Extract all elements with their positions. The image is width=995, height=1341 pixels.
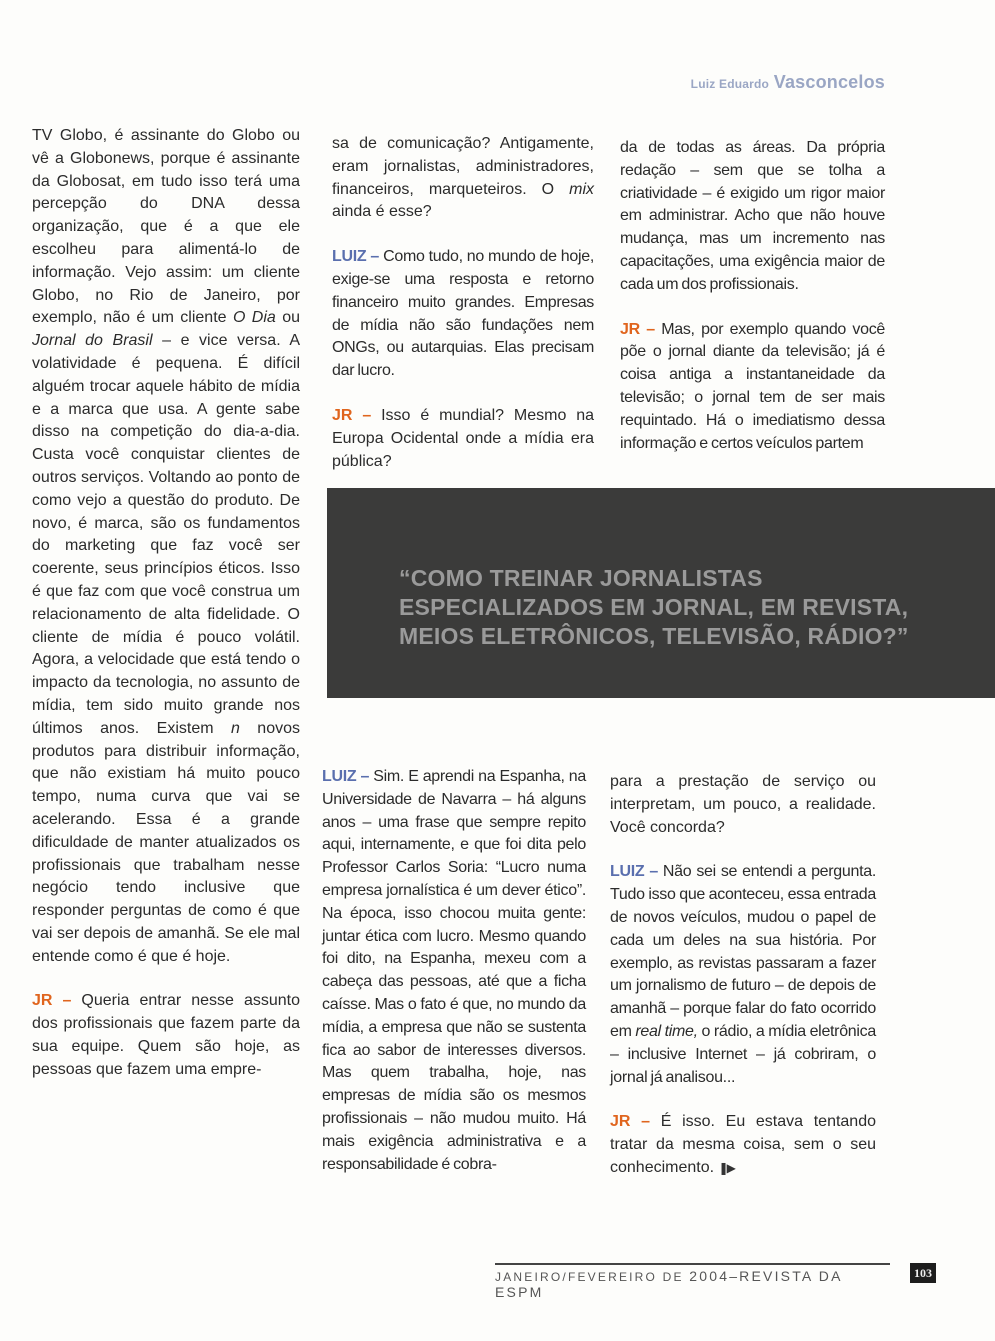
speaker-label: LUIZ – [610,863,658,881]
paragraph: da de todas as áreas. Da própria redação – sem que se tolha a criatividade – é exigido um rigor maior em administrar. Acho que não houve mudança, mas um incremento nas capacitações, uma exigência maior de cada um dos profissionais. [620,139,885,293]
column-4 [322,766,586,1176]
paragraph: LUIZ – Não sei se entendi a pergunta. Tudo isso que aconteceu, essa entrada de novos veículos, mudou o papel de cada um deles na sua história. Por exemplo, as revistas passaram a fazer um jornalismo de futuro – de depois de amanhã – porque falar do fato ocorrido em real time, o rádio, a mídia eletrônica – inclusive Internet – já cobriram, o jornal já analisou... [610,863,876,1086]
column-2 [332,133,594,473]
paragraph: sa de comunicação? Antigamente, eram jornalistas, administradores, financeiros, marqueteiros. O mix ainda é esse? [332,135,594,221]
column-3 [620,137,885,455]
paragraph: para a prestação de serviço ou interpretam, um pouco, a realidade. Você concorda? [610,773,876,836]
page-footer [495,1263,890,1300]
column-5 [610,771,876,1180]
speaker-label: JR – [620,320,655,338]
column-1 [32,125,300,1082]
paragraph: JR – Mas, por exemplo quando você põe o jornal diante da televisão; já é coisa antiga a instantaneidade da televisão; o jornal tem de ser mais requintado. Há o imediatismo dessa informação e certos veículos partem [620,320,886,452]
author-first-name: Luiz Eduardo [690,77,770,91]
speaker-label: LUIZ – [322,768,370,785]
speaker-label: JR – [332,406,372,424]
footer-date: JANEIRO/FEVEREIRO DE [495,1270,684,1284]
paragraph: TV Globo, é assinante do Globo ou vê a Globonews, porque é assinante da Globosat, em tudo isso terá uma percepção do DNA dessa organização, que é a que ele escolheu para alimentá-lo de informação. Vejo assim: um cliente Globo, no Rio de Janeiro, por exemplo, não é um cliente O Dia ou Jornal do Brasil – e vice versa. A volatividade é pequena. É difícil alguém trocar aquele hábito de mídia e a marca que usa. A gente sabe disso na competição do dia-a-dia. Custa você conquistar clientes de outros serviços. Voltando ao ponto de como vejo a questão do produto. De novo, é marca, são os fundamentos do marketing que faz você ser coerente, seus princípios éticos. Isso é que faz com que você construa um relacionamento de alta fidelidade. O cliente de mídia é pouco volátil. Agora, a velocidade que está tendo o impacto da tecnologia, no assunto de mídia, tem sido muito grande nos últimos anos. Existem n novos produtos para distribuir informação, que não existiam há muito pouco tempo, numa curva que vai se acelerando. Essa é a grande dificuldade de manter atualizados os profissionais que trabalham nesse negócio tendo inclusive que responder perguntas de como é que vai ser depois de amanhã. Se ele mal entende como é que é hoje. [32,127,300,965]
speaker-label: LUIZ – [332,248,380,266]
page-number: 103 [910,1263,936,1283]
paragraph: JR – Isso é mundial? Mesmo na Europa Ocidental onde a mídia era pública? [332,406,595,470]
paragraph: LUIZ – Como tudo, no mundo de hoje, exige-se uma resposta e retorno financeiro muito grandes. Empresas de mídia não são fundações nem ONGs, ou autarquias. Elas precisam dar lucro. [332,248,594,380]
paragraph: JR – Queria entrar nesse assunto dos profissionais que fazem parte da sua equipe. Quem são hoje, as pessoas que fazem uma empre- [32,992,301,1078]
paragraph: LUIZ – Sim. E aprendi na Espanha, na Universidade de Navarra – há alguns anos – uma frase que sempre repito aqui, internamente, e que foi dita pelo Professor Carlos Soria: “Lucro numa empresa jornalística é um dever ético”. Na época, isso chocou muita gente: juntar ética com lucro. Mesmo quando foi dito, na Espanha, mexeu com a cabeça das pessoas, até que a ficha caísse. Mas o fato é que, no mundo da mídia, a empresa que não se sustenta fica ao sabor de interesses diversos. Mas quem trabalha, hoje, nas empresas de mídia são os mesmos profissionais – não mudou muito. Há mais exigência administrativa e a responsabilidade é cobra- [322,768,587,1173]
speaker-label: JR – [32,992,72,1010]
author-last-name: Vasconcelos [773,72,885,92]
end-of-article-icon: ❚▶ [718,1160,734,1175]
pull-quote: “COMO TREINAR JORNALISTAS ESPECIALIZADOS EM JORNAL, EM REVISTA, MEIOS ELETRÔNICOS, TELEVISÃO, RÁDIO?” [399,565,909,649]
pull-quote-box [327,488,995,698]
paragraph: JR – É isso. Eu estava tentando tratar da mesma coisa, sem o seu conhecimento. ❚▶ [610,1113,876,1176]
running-header [691,72,885,93]
footer-magazine: 2004–REVISTA DA ESPM [495,1268,842,1300]
speaker-label: JR – [610,1113,651,1131]
